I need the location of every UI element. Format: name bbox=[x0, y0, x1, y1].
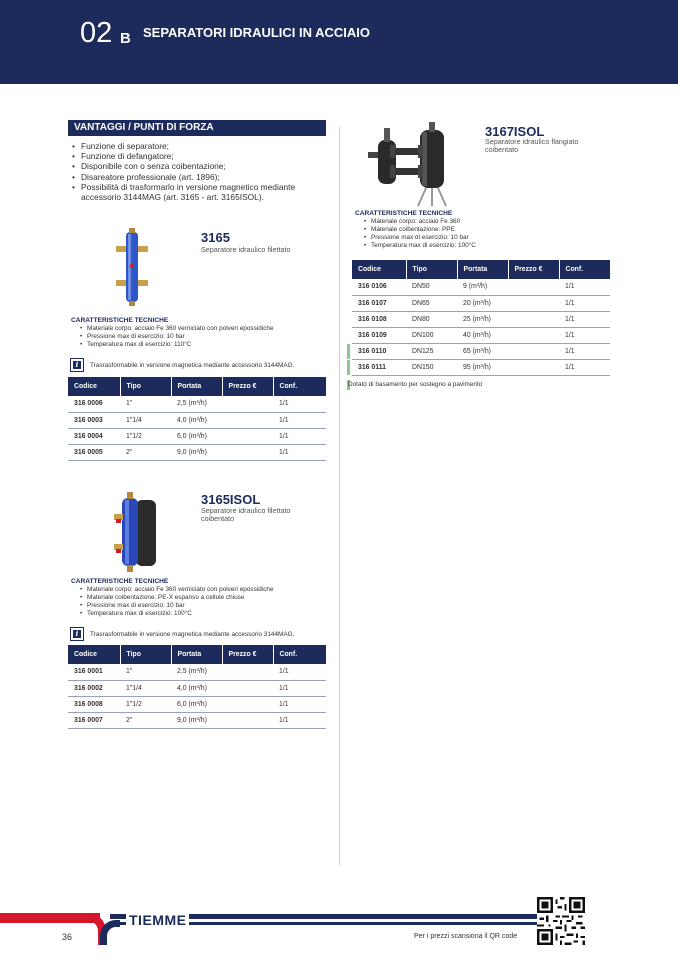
table-header-row bbox=[352, 260, 610, 279]
col-header-tipo: Tipo bbox=[120, 645, 171, 664]
cell-conf: 1/1 bbox=[273, 444, 326, 460]
col-header-prezzo: Prezzo € bbox=[222, 645, 273, 664]
cell-codice: 316 0108 bbox=[352, 311, 406, 327]
table-row bbox=[352, 311, 610, 327]
cell-conf: 1/1 bbox=[273, 428, 326, 444]
cell-tipo: 1" bbox=[120, 396, 171, 412]
table-row bbox=[352, 295, 610, 311]
cell-prezzo bbox=[222, 664, 273, 680]
cell-prezzo bbox=[222, 680, 273, 696]
cell-tipo: 1"1/2 bbox=[120, 696, 171, 712]
separator-3165isol-image bbox=[110, 492, 160, 572]
cell-portata: 9 (m³/h) bbox=[457, 279, 508, 295]
cell-codice: 316 0002 bbox=[68, 680, 120, 696]
cell-tipo: 1"1/4 bbox=[120, 412, 171, 428]
brand-logo: TIEMME bbox=[126, 912, 189, 928]
row-highlight-mark bbox=[347, 360, 350, 375]
product-subtitle-3165isol: Separatore idraulico filettato coibentato bbox=[201, 506, 291, 524]
table-row bbox=[68, 396, 326, 412]
table-row bbox=[68, 412, 326, 428]
table-row bbox=[352, 359, 610, 375]
cell-conf: 1/1 bbox=[559, 311, 610, 327]
spec-item: • Pressione max di esercizio: 10 bar bbox=[79, 333, 329, 341]
col-header-prezzo: Prezzo € bbox=[508, 260, 559, 279]
qr-code-icon[interactable] bbox=[537, 897, 585, 945]
info-note-3165isol: Trasrasformabile in versione magnetica mediante accessorio 3144MAG. bbox=[90, 631, 295, 638]
specs-list-3165 bbox=[79, 325, 329, 349]
chapter-title: SEPARATORI IDRAULICI IN ACCIAIO bbox=[143, 25, 371, 40]
table-row bbox=[68, 428, 326, 444]
cell-tipo: DN50 bbox=[406, 279, 457, 295]
table-header-row bbox=[68, 645, 326, 664]
col-header-portata: Portata bbox=[171, 377, 222, 396]
product-subtitle-3167isol: Separatore idraulico flangiato coibentato bbox=[485, 137, 579, 155]
col-header-codice: Codice bbox=[68, 645, 120, 664]
cell-tipo: 1" bbox=[120, 664, 171, 680]
cell-tipo: DN80 bbox=[406, 311, 457, 327]
cell-portata: 9,0 (m³/h) bbox=[171, 712, 222, 728]
advantage-item: • Funzione di separatore; bbox=[72, 141, 334, 151]
specs-heading-3167isol: CARATTERISTICHE TECNICHE bbox=[355, 210, 453, 217]
table-row bbox=[68, 664, 326, 680]
col-header-tipo: Tipo bbox=[406, 260, 457, 279]
table-row bbox=[68, 444, 326, 460]
spec-item: • Temperatura max di esercizio: 100°C bbox=[363, 242, 603, 250]
cell-tipo: DN125 bbox=[406, 343, 457, 359]
price-table-3165 bbox=[68, 377, 326, 461]
col-header-portata: Portata bbox=[171, 645, 222, 664]
cell-portata: 6,0 (m³/h) bbox=[171, 428, 222, 444]
advantage-item: • Disareatore professionale (art. 1896); bbox=[72, 172, 334, 182]
advantage-item: • Funzione di defangatore; bbox=[72, 151, 334, 161]
cell-portata: 95 (m³/h) bbox=[457, 359, 508, 375]
price-table-3165isol bbox=[68, 645, 326, 729]
cell-portata: 20 (m³/h) bbox=[457, 295, 508, 311]
cell-tipo: 1"1/4 bbox=[120, 680, 171, 696]
chapter-number: 02 bbox=[80, 17, 113, 49]
cell-portata: 4,0 (m³/h) bbox=[171, 412, 222, 428]
col-header-conf: Conf. bbox=[273, 377, 326, 396]
advantages-heading: VANTAGGI / PUNTI DI FORZA bbox=[68, 120, 326, 136]
spec-item: • Pressione max di esercizio: 10 bar bbox=[79, 602, 329, 610]
row-highlight-mark bbox=[347, 344, 350, 359]
cell-prezzo bbox=[222, 428, 273, 444]
qr-caption: Per i prezzi scansiona il QR code bbox=[414, 933, 518, 940]
table-row bbox=[68, 696, 326, 712]
table-row bbox=[68, 680, 326, 696]
info-note-3165: Trasrasformabile in versione magnetica mediante accessorio 3144MAG. bbox=[90, 362, 295, 369]
table-row bbox=[352, 279, 610, 295]
info-icon: i bbox=[70, 358, 84, 372]
product-code-3165isol: 3165ISOL bbox=[201, 492, 261, 507]
cell-prezzo bbox=[222, 396, 273, 412]
cell-codice: 316 0111 bbox=[352, 359, 406, 375]
cell-prezzo bbox=[508, 327, 559, 343]
spec-item: • Materiale corpo: acciaio Fe 360 verniciato con polveri epossidiche bbox=[79, 586, 329, 594]
col-header-tipo: Tipo bbox=[120, 377, 171, 396]
cell-codice: 316 0003 bbox=[68, 412, 120, 428]
cell-codice: 316 0004 bbox=[68, 428, 120, 444]
advantage-item: • Possibilità di trasformarlo in versione magnetico mediante accessorio 3144MAG (art. 3165 - art. 3165ISOL). bbox=[72, 182, 334, 202]
spec-item: • Materiale coibentazione: PPE bbox=[363, 226, 603, 234]
table-header-row bbox=[68, 377, 326, 396]
separator-3167isol-image bbox=[366, 118, 456, 208]
cell-conf: 1/1 bbox=[559, 343, 610, 359]
advantage-item: • Disponibile con o senza coibentazione; bbox=[72, 161, 334, 171]
cell-portata: 4,0 (m³/h) bbox=[171, 680, 222, 696]
cell-codice: 316 0110 bbox=[352, 343, 406, 359]
col-header-prezzo: Prezzo € bbox=[222, 377, 273, 396]
cell-prezzo bbox=[508, 295, 559, 311]
cell-portata: 65 (m³/h) bbox=[457, 343, 508, 359]
col-header-conf: Conf. bbox=[273, 645, 326, 664]
info-icon: i bbox=[70, 627, 84, 641]
cell-codice: 316 0107 bbox=[352, 295, 406, 311]
cell-codice: 316 0008 bbox=[68, 696, 120, 712]
cell-codice: 316 0006 bbox=[68, 396, 120, 412]
specs-heading-3165isol: CARATTERISTICHE TECNICHE bbox=[71, 578, 169, 585]
cell-tipo: DN150 bbox=[406, 359, 457, 375]
cell-conf: 1/1 bbox=[273, 712, 326, 728]
cell-conf: 1/1 bbox=[273, 680, 326, 696]
spec-item: • Temperatura max di esercizio: 110°C bbox=[79, 341, 329, 349]
product-subtitle-3165: Separatore idraulico filettato bbox=[201, 245, 291, 254]
advantages-list bbox=[72, 141, 334, 202]
specs-list-3165isol bbox=[79, 586, 329, 618]
cell-tipo: DN65 bbox=[406, 295, 457, 311]
page-number: 36 bbox=[62, 932, 73, 942]
col-header-portata: Portata bbox=[457, 260, 508, 279]
column-divider bbox=[339, 127, 340, 865]
col-header-codice: Codice bbox=[352, 260, 406, 279]
specs-list-3167isol bbox=[363, 218, 603, 250]
cell-prezzo bbox=[508, 311, 559, 327]
cell-tipo: DN100 bbox=[406, 327, 457, 343]
product-code-3167isol: 3167ISOL bbox=[485, 124, 545, 139]
cell-portata: 2,5 (m³/h) bbox=[171, 396, 222, 412]
cell-prezzo bbox=[222, 444, 273, 460]
cell-conf: 1/1 bbox=[559, 279, 610, 295]
cell-prezzo bbox=[508, 359, 559, 375]
footnote-3167isol: Dotato di basamento per sostegno a pavimento bbox=[348, 381, 483, 388]
col-header-conf: Conf. bbox=[559, 260, 610, 279]
cell-portata: 9,0 (m³/h) bbox=[171, 444, 222, 460]
cell-tipo: 2" bbox=[120, 444, 171, 460]
cell-conf: 1/1 bbox=[559, 295, 610, 311]
spec-item: • Temperatura max di esercizio: 100°C bbox=[79, 610, 329, 618]
cell-conf: 1/1 bbox=[273, 664, 326, 680]
cell-conf: 1/1 bbox=[273, 396, 326, 412]
table-row bbox=[68, 712, 326, 728]
page-header bbox=[0, 0, 678, 84]
cell-conf: 1/1 bbox=[559, 359, 610, 375]
spec-item: • Materiale coibentazione: PE-X espanso a cellule chiuse bbox=[79, 594, 329, 602]
table-row bbox=[352, 327, 610, 343]
cell-prezzo bbox=[222, 696, 273, 712]
cell-codice: 316 0005 bbox=[68, 444, 120, 460]
cell-codice: 316 0109 bbox=[352, 327, 406, 343]
cell-codice: 316 0106 bbox=[352, 279, 406, 295]
cell-conf: 1/1 bbox=[273, 412, 326, 428]
cell-portata: 40 (m³/h) bbox=[457, 327, 508, 343]
spec-item: • Pressione max di esercizio: 10 bar bbox=[363, 234, 603, 242]
spec-item: • Materiale corpo: acciaio Fe 360 verniciato con polveri epossidiche bbox=[79, 325, 329, 333]
cell-prezzo bbox=[508, 343, 559, 359]
cell-codice: 316 0007 bbox=[68, 712, 120, 728]
cell-prezzo bbox=[222, 412, 273, 428]
cell-portata: 6,0 (m³/h) bbox=[171, 696, 222, 712]
cell-portata: 2,5 (m³/h) bbox=[171, 664, 222, 680]
chapter-letter: B bbox=[120, 30, 131, 47]
cell-prezzo bbox=[222, 712, 273, 728]
cell-conf: 1/1 bbox=[273, 696, 326, 712]
cell-prezzo bbox=[508, 279, 559, 295]
table-row bbox=[352, 343, 610, 359]
price-table-3167isol bbox=[352, 260, 610, 376]
col-header-codice: Codice bbox=[68, 377, 120, 396]
cell-portata: 25 (m³/h) bbox=[457, 311, 508, 327]
cell-tipo: 2" bbox=[120, 712, 171, 728]
cell-tipo: 1"1/2 bbox=[120, 428, 171, 444]
spec-item: • Materiale corpo: acciaio Fe 360 bbox=[363, 218, 603, 226]
product-code-3165: 3165 bbox=[201, 230, 230, 245]
separator-3165-image bbox=[112, 228, 152, 306]
cell-codice: 316 0001 bbox=[68, 664, 120, 680]
cell-conf: 1/1 bbox=[559, 327, 610, 343]
specs-heading-3165: CARATTERISTICHE TECNICHE bbox=[71, 317, 169, 324]
